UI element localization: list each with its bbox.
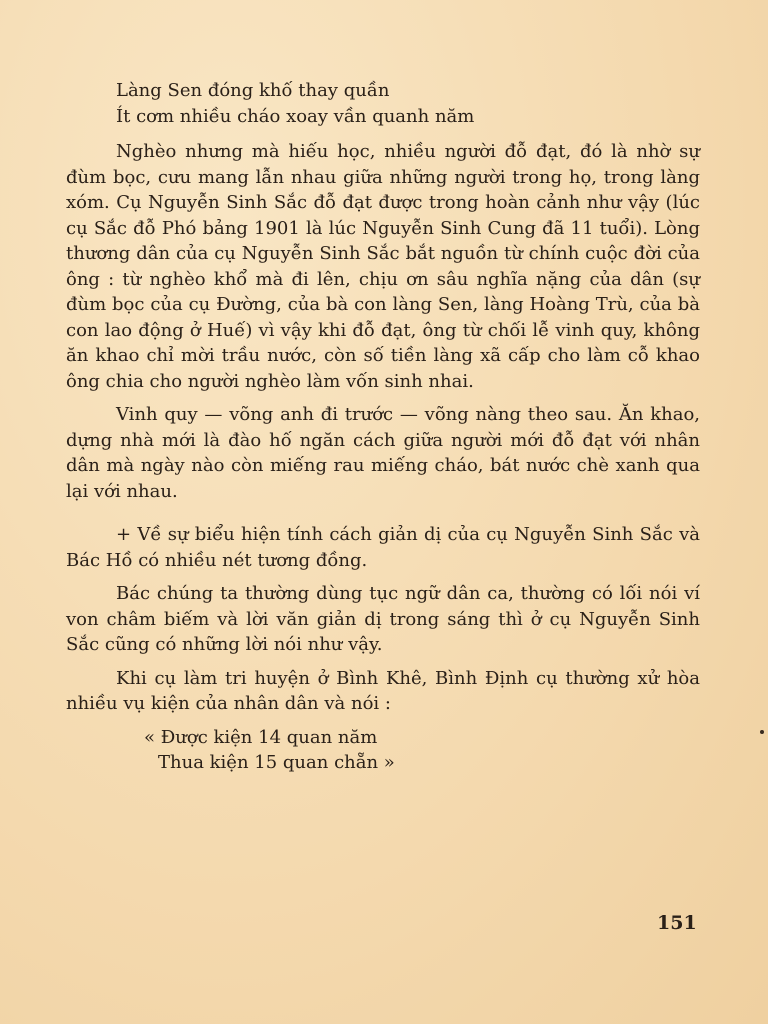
paragraph: + Về sự biểu hiện tính cách giản dị của cụ Nguyễn Sinh Sắc và Bác Hồ có nhiều nét tương đồng. xyxy=(66,524,700,571)
quote-line: « Được kiện 14 quan năm xyxy=(144,726,378,748)
verse-line: Làng Sen đóng khố thay quần xyxy=(116,80,390,101)
quote-line: Thua kiện 15 quan chẵn » xyxy=(158,752,395,773)
paragraph: Vinh quy — võng anh đi trước — võng nàng theo sau. Ăn khao, dựng nhà mới là đào hố ngăn cách giữa người mới đỗ đạt với nhân dân mà ngày nào còn miếng rau miếng cháo, bát nước chè xanh qua lại với nhau. xyxy=(66,404,700,502)
paragraph: Khi cụ làm tri huyện ở Bình Khê, Bình Định cụ thường xử hòa nhiều vụ kiện của nhân dân và nói : xyxy=(66,667,700,714)
paragraph: Nghèo nhưng mà hiếu học, nhiều người đỗ đạt, đó là nhờ sự đùm bọc, cưu mang lẫn nhau giữa những người trong họ, trong làng xóm. Cụ Nguyễn Sinh Sắc đỗ đạt được trong hoàn cảnh như vậy (lúc cụ Sắc đỗ Phó bảng 1901 là lúc Nguyễn Sinh Cung đã 11 tuổi). Lòng thương dân của cụ Nguyễn Sinh Sắc bắt nguồn từ chính cuộc đời của ông : từ nghèo khổ mà đi lên, chịu ơn sâu nghĩa nặng của dân (sự đùm bọc của cụ Đường, của bà con làng Sen, làng Hoàng Trù, của bà con lao động ở Huế) vì vậy khi đỗ đạt, ông từ chối lễ vinh quy, không ăn khao chỉ mời trầu nước, còn số tiền làng xã cấp cho làm cỗ khao ông chia cho người nghèo làm vốn sinh nhai. xyxy=(66,141,700,392)
opening-verse xyxy=(116,78,700,129)
page-number: 151 xyxy=(657,912,697,934)
closing-quote xyxy=(144,725,700,776)
paper-speck xyxy=(760,730,764,734)
verse-line: Ít cơm nhiều cháo xoay vần quanh năm xyxy=(116,105,475,127)
page-text xyxy=(66,78,700,776)
paragraph: Bác chúng ta thường dùng tục ngữ dân ca, thường có lối nói ví von châm biếm và lời văn giản dị trong sáng thì ở cụ Nguyễn Sinh Sắc cũng có những lời nói như vậy. xyxy=(66,583,700,655)
